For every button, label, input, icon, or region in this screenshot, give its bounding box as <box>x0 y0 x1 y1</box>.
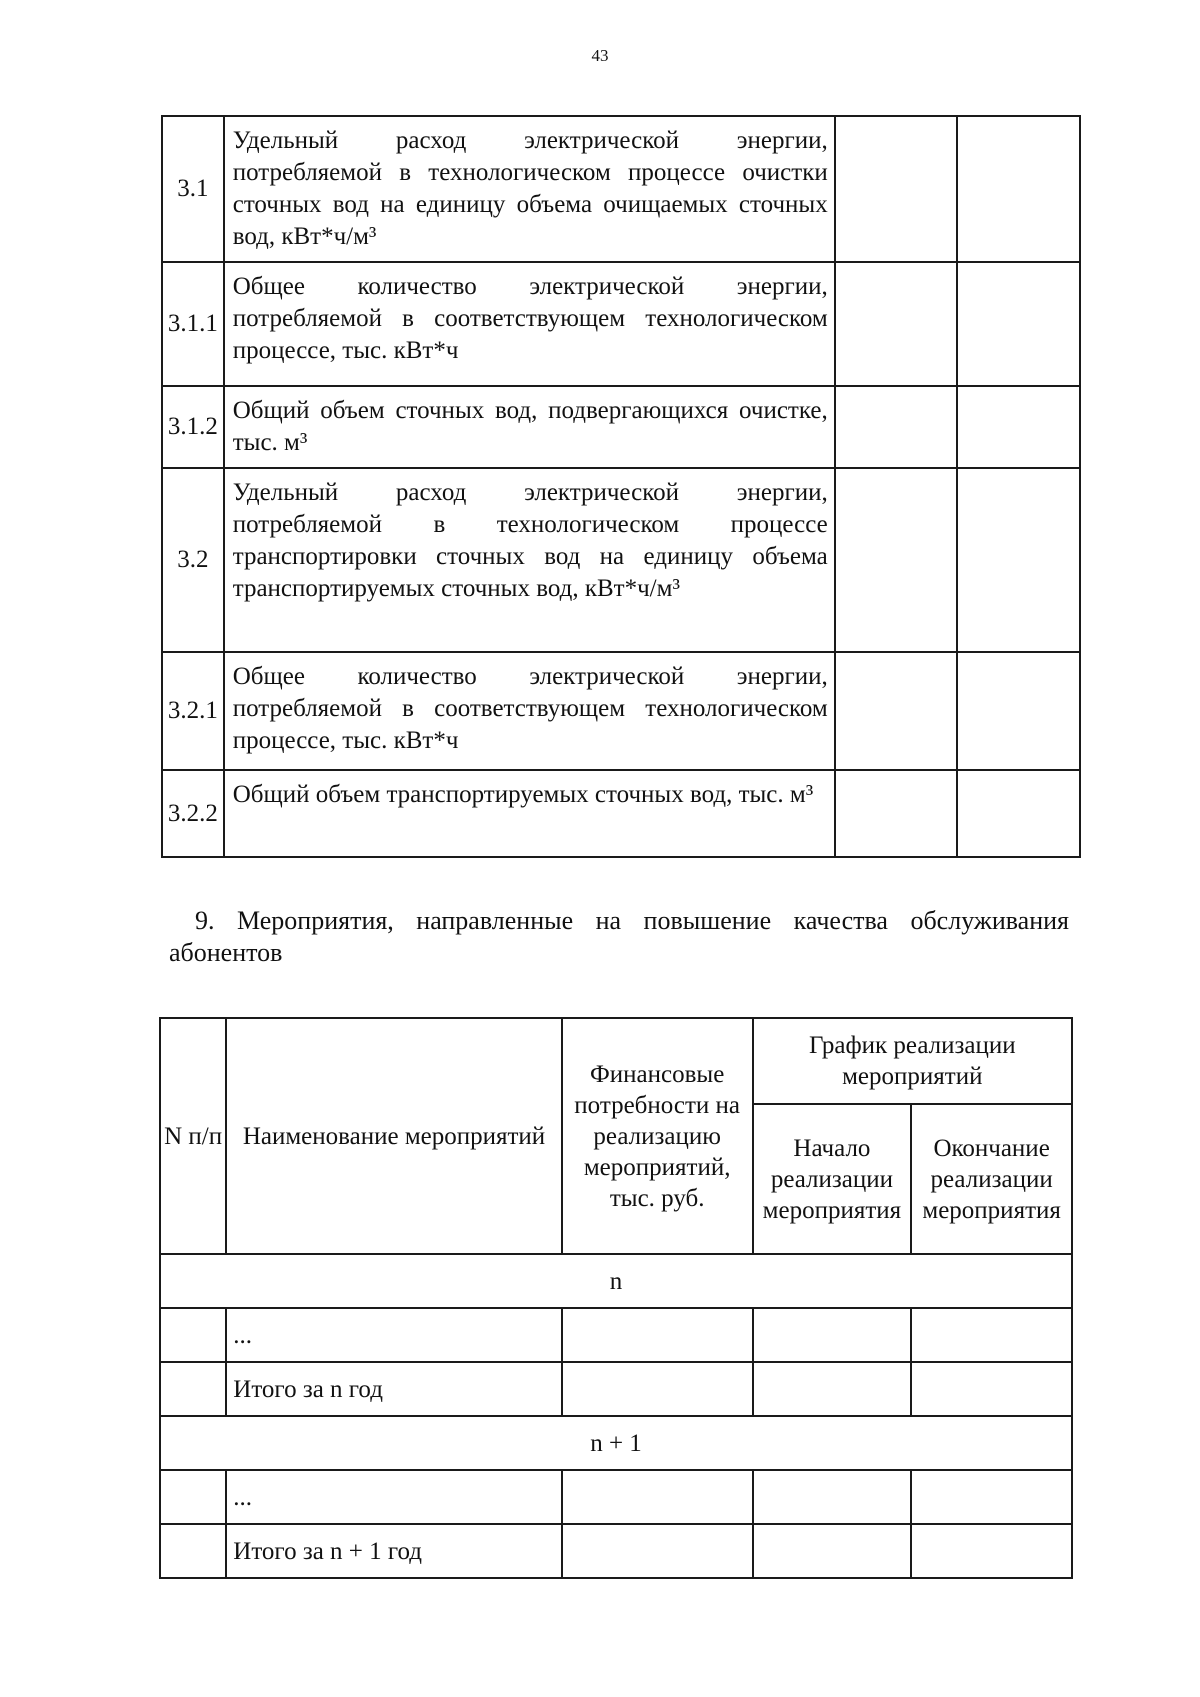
empty-cell <box>753 1470 912 1524</box>
group-row <box>160 1416 1072 1470</box>
table-row <box>162 468 1080 652</box>
empty-cell <box>957 116 1080 262</box>
row-description: Общий объем сточных вод, подвергающихся очистке, тыс. м³ <box>224 386 835 468</box>
header-schedule: График реализации мероприятий <box>753 1018 1072 1104</box>
empty-cell <box>835 116 958 262</box>
empty-cell <box>835 652 958 770</box>
row-description: Удельный расход электрической энергии, потребляемой в технологическом процессе очистки сточных вод на единицу объема очищаемых сточных вод, кВт*ч/м³ <box>224 116 835 262</box>
table-row <box>162 770 1080 857</box>
empty-cell <box>562 1524 753 1578</box>
header-end: Окончание реализации мероприятия <box>911 1104 1072 1254</box>
row-number: 3.2 <box>162 468 224 652</box>
empty-cell <box>562 1470 753 1524</box>
empty-cell <box>911 1362 1072 1416</box>
group-row <box>160 1254 1072 1308</box>
row-number: 3.1 <box>162 116 224 262</box>
empty-cell <box>835 386 958 468</box>
page-number: 43 <box>591 46 609 65</box>
empty-cell <box>562 1308 753 1362</box>
row-number: 3.2.1 <box>162 652 224 770</box>
table-row <box>160 1470 1072 1524</box>
empty-cell <box>160 1308 226 1362</box>
total-row <box>160 1524 1072 1578</box>
service-quality-measures-table <box>159 1017 1073 1579</box>
empty-cell <box>957 262 1080 386</box>
row-number: 3.2.2 <box>162 770 224 857</box>
empty-cell <box>753 1308 912 1362</box>
empty-cell <box>835 262 958 386</box>
row-number: 3.1.1 <box>162 262 224 386</box>
item-name: ... <box>226 1308 561 1362</box>
empty-cell <box>160 1362 226 1416</box>
header-finance: Финансовые потребности на реализацию мероприятий, тыс. руб. <box>562 1018 753 1254</box>
table-row <box>162 386 1080 468</box>
table-row <box>162 116 1080 262</box>
row-number: 3.1.2 <box>162 386 224 468</box>
header-row <box>160 1018 1072 1104</box>
total-label: Итого за n + 1 год <box>226 1524 561 1578</box>
empty-cell <box>835 770 958 857</box>
table-row <box>160 1308 1072 1362</box>
empty-cell <box>957 468 1080 652</box>
header-start: Начало реализации мероприятия <box>753 1104 912 1254</box>
empty-cell <box>753 1362 912 1416</box>
empty-cell <box>160 1470 226 1524</box>
empty-cell <box>753 1524 912 1578</box>
empty-cell <box>957 770 1080 857</box>
empty-cell <box>160 1524 226 1578</box>
group-label: n <box>160 1254 1072 1308</box>
total-row <box>160 1362 1072 1416</box>
header-name: Наименование мероприятий <box>226 1018 561 1254</box>
empty-cell <box>911 1470 1072 1524</box>
table-row <box>162 652 1080 770</box>
empty-cell <box>957 386 1080 468</box>
row-description: Общий объем транспортируемых сточных вод, тыс. м³ <box>224 770 835 857</box>
row-description: Общее количество электрической энергии, потребляемой в соответствующем технологическом процессе, тыс. кВт*ч <box>224 262 835 386</box>
section-heading: 9. Мероприятия, направленные на повышение качества обслуживания абонентов <box>169 906 1069 967</box>
row-description: Общее количество электрической энергии, потребляемой в соответствующем технологическом процессе, тыс. кВт*ч <box>224 652 835 770</box>
table-row <box>162 262 1080 386</box>
empty-cell <box>911 1308 1072 1362</box>
row-description: Удельный расход электрической энергии, потребляемой в технологическом процессе транспортировки сточных вод на единицу объема транспортируемых сточных вод, кВт*ч/м³ <box>224 468 835 652</box>
empty-cell <box>562 1362 753 1416</box>
empty-cell <box>957 652 1080 770</box>
empty-cell <box>911 1524 1072 1578</box>
header-number: N п/п <box>160 1018 226 1254</box>
group-label: n + 1 <box>160 1416 1072 1470</box>
empty-cell <box>835 468 958 652</box>
total-label: Итого за n год <box>226 1362 561 1416</box>
energy-indicators-table <box>161 115 1081 858</box>
item-name: ... <box>226 1470 561 1524</box>
